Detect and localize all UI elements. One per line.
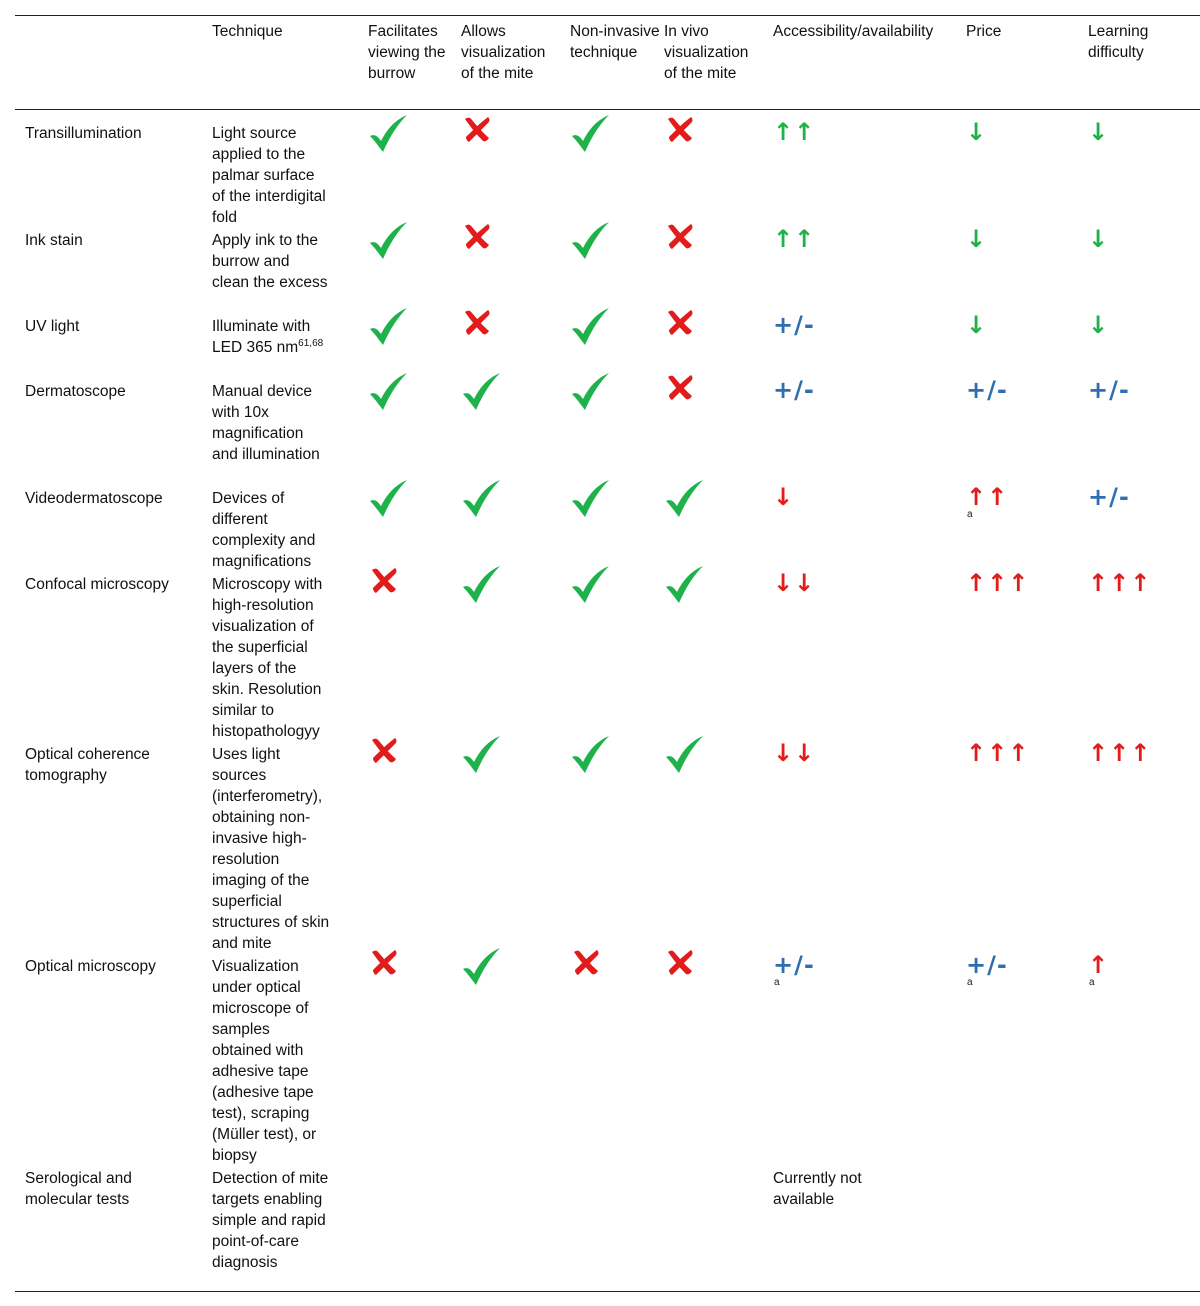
header-burrow: Facilitates viewing the burrow: [368, 23, 446, 82]
cross-icon: [462, 307, 492, 337]
row-technique: [212, 956, 330, 1166]
mite-cell: [462, 221, 492, 256]
cross-icon: [369, 735, 399, 765]
row-technique: [212, 316, 330, 358]
check-icon: [664, 565, 704, 605]
check-icon: [461, 372, 501, 412]
check-icon: [570, 221, 610, 261]
noninvasive-cell: [570, 479, 610, 524]
header-learning: Learning difficulty: [1088, 23, 1149, 61]
header-price: Price: [966, 23, 1002, 40]
burrow-cell: [368, 114, 408, 159]
noninvasive-cell: [570, 565, 610, 610]
noninvasive-cell: [570, 221, 610, 266]
header-invivo: In vivo visualization of the mite: [664, 23, 749, 82]
row-name: Confocal microscopy: [25, 576, 169, 593]
learning-footnote: a: [1089, 977, 1095, 988]
technique-text: Apply ink to the burrow and clean the excess: [212, 232, 328, 291]
access-rating: ↓↓: [773, 739, 816, 767]
check-icon: [664, 479, 704, 519]
mite-cell: [461, 735, 501, 780]
price-rating: +/-: [966, 376, 1008, 404]
noninvasive-cell: [570, 114, 610, 159]
price-rating: ↑↑↑: [966, 569, 1030, 597]
access-text: Currently not available: [773, 1170, 862, 1208]
check-icon: [570, 114, 610, 154]
burrow-cell: [368, 307, 408, 352]
invivo-cell: [665, 221, 695, 256]
row-name: Transillumination: [25, 125, 142, 142]
row-technique: [212, 123, 330, 228]
invivo-cell: [664, 735, 704, 780]
mite-cell: [461, 565, 501, 610]
table-rule: [15, 1291, 1200, 1292]
burrow-cell: [369, 947, 399, 982]
cross-icon: [665, 221, 695, 251]
header-noninvasive: Non-invasive technique: [570, 23, 660, 61]
check-icon: [570, 372, 610, 412]
burrow-cell: [369, 735, 399, 770]
check-icon: [570, 307, 610, 347]
row-name: Videodermatoscope: [25, 490, 163, 507]
check-icon: [461, 565, 501, 605]
header-access: Accessibility/availability: [773, 23, 934, 40]
technique-text: Visualization under optical microscope of samples obtained with adhesive tape (adhesive tape test), scraping (Müller test), or biopsy: [212, 958, 317, 1164]
burrow-cell: [369, 565, 399, 600]
mite-cell: [461, 479, 501, 524]
mite-cell: [462, 114, 492, 149]
price-rating: ↑↑: [966, 483, 1009, 511]
check-icon: [570, 565, 610, 605]
price-rating: ↓: [966, 311, 988, 339]
row-technique: [212, 488, 330, 572]
check-icon: [461, 947, 501, 987]
price-rating: ↑↑↑: [966, 739, 1030, 767]
header-technique: Technique: [212, 23, 283, 40]
check-icon: [570, 479, 610, 519]
burrow-cell: [368, 221, 408, 266]
technique-text: Light source applied to the palmar surface of the interdigital fold: [212, 125, 326, 226]
learning-rating: ↑↑↑: [1088, 569, 1152, 597]
check-icon: [461, 735, 501, 775]
technique-text: Manual device with 10x magnification and illumination: [212, 383, 320, 463]
noninvasive-cell: [571, 947, 601, 982]
price-footnote: a: [967, 977, 973, 988]
row-name: Serological and molecular tests: [25, 1170, 132, 1208]
cross-icon: [462, 114, 492, 144]
access-rating: ↓: [773, 483, 795, 511]
check-icon: [570, 735, 610, 775]
learning-rating: ↓: [1088, 311, 1110, 339]
header-mite: Allows visualization of the mite: [461, 23, 546, 82]
row-name: Optical microscopy: [25, 958, 156, 975]
access-rating: ↑↑: [773, 225, 816, 253]
noninvasive-cell: [570, 307, 610, 352]
technique-text: Devices of different complexity and magnifications: [212, 490, 316, 570]
technique-text: Detection of mite targets enabling simple and rapid point-of-care diagnosis: [212, 1170, 329, 1271]
noninvasive-cell: [570, 735, 610, 780]
mite-cell: [461, 947, 501, 992]
check-icon: [664, 735, 704, 775]
cross-icon: [462, 221, 492, 251]
learning-rating: ↑: [1088, 951, 1110, 979]
invivo-cell: [664, 479, 704, 524]
invivo-cell: [665, 307, 695, 342]
cross-icon: [665, 307, 695, 337]
table-rule: [15, 109, 1200, 110]
row-name: Optical coherence tomography: [25, 746, 150, 784]
check-icon: [461, 479, 501, 519]
row-name: Ink stain: [25, 232, 83, 249]
price-rating: ↓: [966, 225, 988, 253]
technique-text: Illuminate with LED 365 nm: [212, 318, 311, 356]
check-icon: [368, 114, 408, 154]
check-icon: [368, 479, 408, 519]
row-technique: [212, 744, 330, 954]
access-rating: +/-: [773, 951, 815, 979]
check-icon: [368, 307, 408, 347]
access-rating: ↑↑: [773, 118, 816, 146]
access-rating: ↓↓: [773, 569, 816, 597]
invivo-cell: [665, 372, 695, 407]
cross-icon: [665, 372, 695, 402]
technique-text: Uses light sources (interferometry), obtaining non-invasive high-resolution imaging of the superficial structures of skin and mite: [212, 746, 330, 952]
noninvasive-cell: [570, 372, 610, 417]
burrow-cell: [368, 372, 408, 417]
technique-text: Microscopy with high-resolution visualization of the superficial layers of the skin. Resolution similar to histopathologyy: [212, 576, 323, 740]
price-footnote: a: [967, 509, 973, 520]
learning-rating: ↑↑↑: [1088, 739, 1152, 767]
row-technique: [212, 1168, 330, 1273]
cross-icon: [369, 947, 399, 977]
invivo-cell: [665, 114, 695, 149]
price-rating: +/-: [966, 951, 1008, 979]
row-name: Dermatoscope: [25, 383, 126, 400]
learning-rating: +/-: [1088, 376, 1130, 404]
technique-reference: 61,68: [298, 337, 324, 349]
invivo-cell: [664, 565, 704, 610]
cross-icon: [369, 565, 399, 595]
row-technique: [212, 574, 330, 742]
access-footnote: a: [774, 977, 780, 988]
access-rating: +/-: [773, 311, 815, 339]
price-rating: ↓: [966, 118, 988, 146]
learning-rating: +/-: [1088, 483, 1130, 511]
table-rule: [15, 15, 1200, 16]
access-rating: +/-: [773, 376, 815, 404]
cross-icon: [571, 947, 601, 977]
burrow-cell: [368, 479, 408, 524]
mite-cell: [461, 372, 501, 417]
cross-icon: [665, 114, 695, 144]
cross-icon: [665, 947, 695, 977]
mite-cell: [462, 307, 492, 342]
check-icon: [368, 221, 408, 261]
learning-rating: ↓: [1088, 225, 1110, 253]
invivo-cell: [665, 947, 695, 982]
row-technique: [212, 230, 330, 293]
check-icon: [368, 372, 408, 412]
learning-rating: ↓: [1088, 118, 1110, 146]
row-name: UV light: [25, 318, 80, 335]
row-technique: [212, 381, 330, 465]
